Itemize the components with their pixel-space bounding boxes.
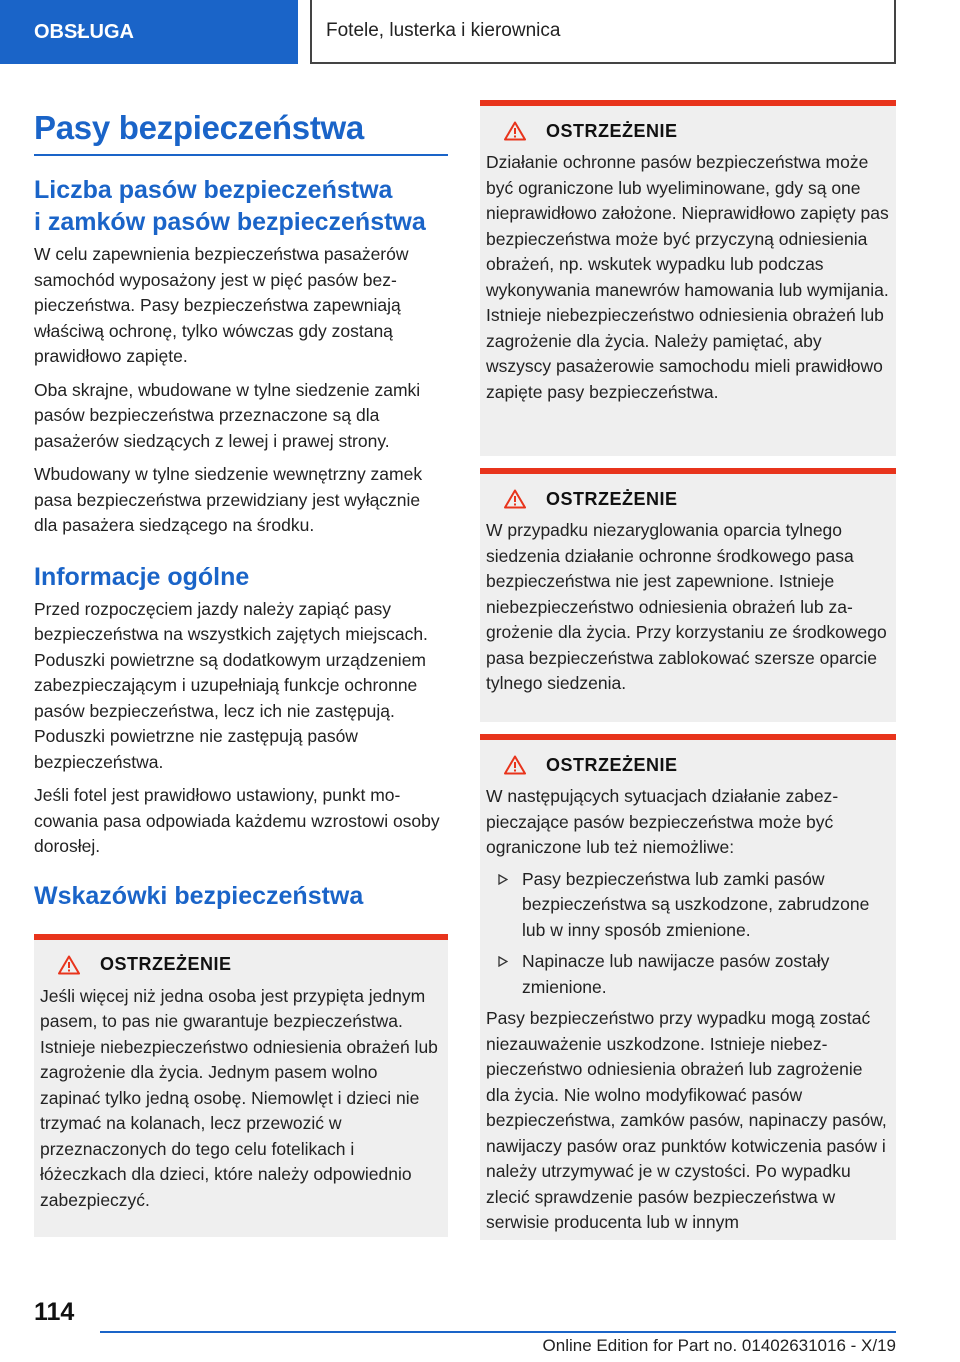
left-column	[34, 100, 448, 1237]
list-item: Napinacze lub nawijacze pasów zostały zmienione.	[486, 949, 890, 1000]
section-tab: OBSŁUGA	[0, 0, 298, 64]
paragraph: Przed rozpoczęciem jazdy należy zapiąć pasy bezpieczeństwa na wszystkich zajętych miejscach. Poduszki powietrzne są dodatkowym urządzeniem zabezpieczającym i uzupełniają funkcje ochronne pasów bezpieczeństwa, lecz ich nie zastępują. Poduszki powietrzne nie zastępują pasów bezpieczeństwa.	[34, 598, 428, 772]
warning-text: Jeśli więcej niż jedna osoba jest przypięta jednym pasem, to pas nie gwarantuje bezpieczeństwa. Istnieje niebezpieczeństwo odniesienia obrażeń lub zagrożenie dla życia. Jednym pasem wolno zapinać tylko jedną osobę. Niemowlęt i dzieci nie trzymać na kolanach, lecz przewozić w przeznaczonych do tego celu fotelikach i łóżeczkach dla dzieci, które należy odpowiednio zabezpieczyć.	[40, 985, 438, 1210]
subheading-general: Informacje ogólne	[34, 562, 250, 591]
footer-divider	[100, 1331, 896, 1333]
warning-title: OSTRZEŻENIE	[546, 488, 678, 509]
warning-triangle-icon	[504, 121, 526, 141]
bullet-list	[486, 867, 890, 1001]
page-header	[0, 0, 960, 66]
page-title: Pasy bezpieczeństwa	[34, 109, 364, 146]
warning-title: OSTRZEŻENIE	[546, 120, 678, 141]
warning-box	[34, 934, 448, 1238]
page-number: 114	[34, 1298, 75, 1326]
title-divider	[34, 154, 448, 156]
warning-text: W przypadku niezaryglowania oparcia tylnego siedzenia działanie ochronne środkowego pasa bezpieczeństwa nie jest zapewnione. Istnieje niebezpieczeństwo odniesienia obrażeń lub zagrożenie dla życia. Przy korzystaniu ze środkowego pasa bezpieczeństwa zablokować szersze oparcie tylnego siedzenia.	[486, 520, 887, 693]
paragraph: Jeśli fotel jest prawidłowo ustawiony, punkt mocowania pasa odpowiada każdemu wzrostowi osoby dorosłej.	[34, 785, 440, 856]
subheading-count: Liczba pasów bezpieczeństwa i zamków pasów bezpieczeństwa	[34, 176, 426, 236]
paragraph: Wbudowany w tylne siedzenie wewnętrzny zamek pasa bezpieczeństwa przewidziany jest wyłącznie dla pasażera siedzącego na środku.	[34, 464, 423, 535]
warning-triangle-icon	[504, 489, 526, 509]
right-column	[480, 100, 896, 1240]
triangle-bullet-icon	[498, 874, 508, 885]
chapter-tab: Fotele, lusterka i kierownica	[310, 0, 896, 64]
edition-note: Online Edition for Part no. 01402631016 - X/19	[542, 1336, 896, 1355]
paragraph: Oba skrajne, wbudowane w tylne siedzenie zamki pasów bezpieczeństwa przeznaczone są dla pasażerów siedzących z lewej i prawej strony.	[34, 379, 421, 451]
subheading-safety: Wskazówki bezpieczeństwa	[34, 881, 364, 910]
warning-box	[480, 734, 896, 1240]
paragraph: W celu zapewnienia bezpieczeństwa pasażerów samochód wyposażony jest w pięć pasów bezpieczeństwa. Pasy bezpieczeństwa zapewniają właściwą ochronę, tylko wówczas gdy zostaną prawidłowo zapięte.	[34, 244, 409, 366]
list-item: Pasy bezpieczeństwa lub zamki pasów bezpieczeństwa są uszkodzone, zabrudzone lub w inny sposób zmienione.	[486, 867, 890, 944]
warning-text: W następujących sytuacjach działanie zabezpieczające pasów bezpieczeństwa może być ograniczone lub też niemożliwe:	[486, 786, 839, 857]
warning-triangle-icon	[504, 755, 526, 775]
warning-text: Działanie ochronne pasów bezpieczeństwa może być ograniczone lub wyeliminowane, gdy są one nieprawidłowo założone. Nieprawidłowo zapięty pas bezpieczeństwa może być przyczyną odniesienia obrażeń, np. wskutek wypadku lub podczas wykonywania manewrów hamowania lub wymijania. Istnieje niebezpieczeństwo odniesienia obrażeń lub zagrożenie dla życia. Należy pamiętać, aby wszyscy pasażerowie samochodu mieli prawidłowo zapięte pasy bezpieczeństwa.	[486, 152, 889, 402]
warning-title: OSTRZEŻENIE	[546, 754, 678, 775]
warning-title: OSTRZEŻENIE	[100, 954, 232, 974]
warning-triangle-icon	[58, 955, 80, 975]
triangle-bullet-icon	[498, 956, 508, 967]
warning-box	[480, 468, 896, 722]
warning-box	[480, 100, 896, 456]
warning-text: Pasy bezpieczeństwo przy wypadku mogą zostać niezauważenie uszkodzone. Istnieje niebezpieczeństwo odniesienia obrażeń lub zagrożenie dla życia. Nie wolno modyfikować pasów bezpieczeństwa, zamków pasów, napinaczy pasów, nawijaczy pasów oraz punktów kotwiczenia pasów i należy utrzymywać je w czystości. Po wypadku zlecić sprawdzenie pasów bezpieczeństwa w serwisie producenta lub w innym	[486, 1008, 887, 1232]
